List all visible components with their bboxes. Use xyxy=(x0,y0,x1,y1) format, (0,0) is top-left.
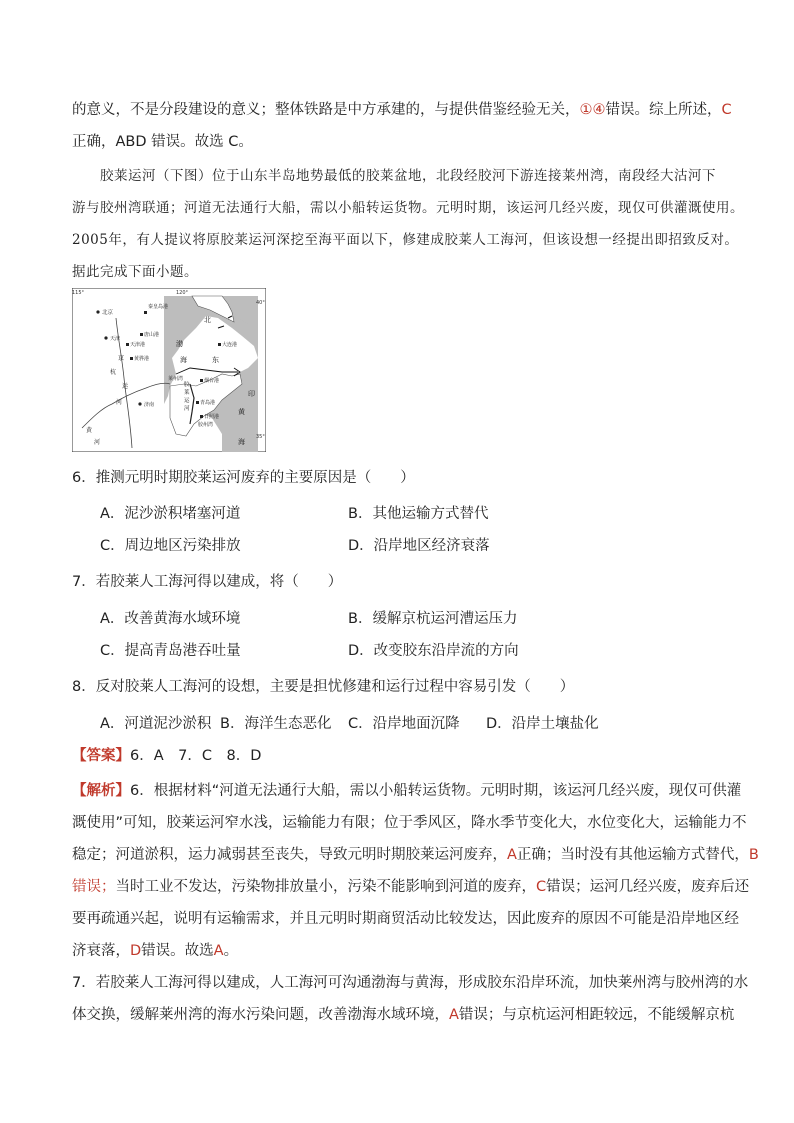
canal-char-4: 河 xyxy=(116,399,123,406)
jiaolai-char-2: 莱 xyxy=(184,390,190,396)
analysis-line-3 xyxy=(72,845,759,865)
prev-analysis-line-1 xyxy=(72,100,732,120)
analysis-line-6 xyxy=(72,941,238,961)
analysis-8-mark-a: A xyxy=(449,1007,459,1023)
analysis-text-8a: 体交换，缓解莱州湾的海水污染问题，改善渤海水域环境， xyxy=(72,1007,449,1023)
analysis-line-8 xyxy=(72,1005,734,1025)
answer-text: 6．A 7．C 8．D xyxy=(130,748,262,764)
port-marker-dalian xyxy=(218,343,221,346)
q6-option-b[interactable]: B．其他运输方式替代 xyxy=(348,506,489,522)
canal-char-1: 京 xyxy=(118,355,125,362)
answer-line xyxy=(72,746,261,766)
port-marker-qinhuangdao xyxy=(144,311,147,314)
city-dot-tianjin xyxy=(104,336,107,339)
place-tianjin: 天津 xyxy=(110,336,121,342)
q6-option-c[interactable]: C．周边地区污染排放 xyxy=(100,538,241,554)
prev-text-a: 的意义，不是分段建设的意义；整体铁路是中方承建的，与提供借鉴经验无关， xyxy=(72,102,580,118)
water-bei: 北 xyxy=(204,316,211,324)
q8-option-a[interactable]: A．河道泥沙淤积 xyxy=(100,716,212,732)
question-6-stem: 6．推测元明时期胶莱运河废弃的主要原因是（ ） xyxy=(72,470,415,486)
jiaolai-char-3: 运 xyxy=(184,398,190,404)
q7-option-a[interactable]: A．改善黄海水域环境 xyxy=(100,611,241,627)
place-jiaozhouwan: 胶州湾 xyxy=(198,422,214,428)
q7-option-b[interactable]: B．缓解京杭运河漕运压力 xyxy=(348,611,518,627)
place-tianjin-port: 天津港 xyxy=(130,342,146,348)
place-rizhao: 日照港 xyxy=(204,414,220,420)
analysis-4-mark-c: C xyxy=(536,879,547,895)
analysis-6-mark-d: D xyxy=(130,943,142,959)
q6-option-a[interactable]: A．泥沙淤积堵塞河道 xyxy=(100,506,241,522)
material-line-3: 2005年，有人提议将原胶莱运河深挖至海平面以下，修建成胶莱人工海河，但该设想一经提出即招致反对。 xyxy=(72,232,739,248)
q7-option-c[interactable]: C．提高青岛港吞吐量 xyxy=(100,643,241,659)
analysis-4-mark: 错误； xyxy=(72,879,116,895)
analysis-text-8b: 错误；与京杭运河相距较远，不能缓解京杭 xyxy=(458,1007,735,1023)
jiaolai-char-4: 河 xyxy=(184,406,190,412)
city-dot-beijing xyxy=(96,310,99,313)
lon-115-label: 115° xyxy=(72,290,85,296)
analysis-line-2: 溉使用”可知，胶莱运河窄水浅，运输能力有限；位于季风区，降水季节变化大，水位变化大，运输能力不 xyxy=(72,815,747,831)
analysis-line-5: 要再疏通兴起，说明有运输需求，并且元明时期商贸活动比较发达，因此废弃的原因不可能是沿岸地区经 xyxy=(72,911,739,927)
q8-option-b[interactable]: B．海洋生态恶化 xyxy=(220,716,332,732)
analysis-text-3: 稳定；河道淤积，运力减弱甚至丧失，导致元明时期胶莱运河废弃， xyxy=(72,847,507,863)
analysis-text-4: 当时工业不发达，污染物排放量小，污染不能影响到河道的废弃， xyxy=(115,879,536,895)
analysis-text-1: 6．根据材料“河道无法通行大船，需以小船转运货物。元明时期，该运河几经兴废，现仅可供灌 xyxy=(130,783,742,799)
lon-120-label: 120° xyxy=(176,290,189,296)
question-7-stem: 7．若胶莱人工海河得以建成，将（ ） xyxy=(72,574,343,590)
place-qingdao: 青岛港 xyxy=(200,400,216,406)
river-char-1: 黄 xyxy=(86,427,93,434)
port-marker-rizhao xyxy=(200,415,203,418)
prev-text-c: C xyxy=(721,102,732,118)
analysis-text-3b: 正确；当时没有其他运输方式替代， xyxy=(516,847,749,863)
water-dong: 东 xyxy=(212,356,219,364)
place-qinhuangdao: 秦皇岛港 xyxy=(148,304,169,310)
analysis-line-1 xyxy=(72,781,741,801)
analysis-line-4 xyxy=(72,877,749,897)
question-8-stem: 8．反对胶莱人工海河的设想，主要是担忧修建和运行过程中容易引发（ ） xyxy=(72,679,575,695)
water-yin: 印 xyxy=(248,390,255,398)
water-huang: 黄 xyxy=(238,408,245,416)
river-char-2: 河 xyxy=(94,439,101,446)
city-dot-jinan xyxy=(138,402,141,405)
place-laizhouwan: 莱州湾 xyxy=(168,376,184,382)
water-hai: 海 xyxy=(180,356,187,364)
prev-analysis-line-2: 正确，ABD 错误。故选 C。 xyxy=(72,134,253,150)
material-line-2: 游与胶州湾联通；河道无法通行大船，需以小船转运货物。元明时期，该运河几经兴废，现仅可供灌溉使用。 xyxy=(72,200,744,216)
analysis-6-mark-a: A xyxy=(213,943,224,959)
answer-label: 【答案】 xyxy=(72,748,130,764)
analysis-3-mark-a: A xyxy=(507,847,517,863)
analysis-text-6c: 。 xyxy=(223,943,239,959)
q7-option-d[interactable]: D．改变胶东沿岸流的方向 xyxy=(348,643,519,659)
jiaolai-char-1: 胶 xyxy=(184,382,190,388)
prev-text-b: 错误。综上所述， xyxy=(605,102,722,118)
material-line-1: 胶莱运河（下图）位于山东半岛地势最低的胶莱盆地，北段经胶河下游连接莱州湾，南段经大沽河下 xyxy=(100,168,716,184)
water-bo: 渤 xyxy=(176,340,183,348)
analysis-text-4b: 错误；运河几经兴废，废弃后还 xyxy=(546,879,750,895)
lat-35-label: 35° xyxy=(256,434,265,440)
analysis-text-6b: 错误。故选 xyxy=(141,943,214,959)
q8-option-c[interactable]: C．沿岸地面沉降 xyxy=(348,716,460,732)
jiaolai-canal-map xyxy=(72,288,266,452)
analysis-label: 【解析】 xyxy=(72,783,130,799)
water-hai2: 海 xyxy=(238,438,245,446)
port-marker-tianjin xyxy=(126,343,129,346)
place-jinan: 济南 xyxy=(144,402,155,408)
analysis-3-mark-b: B xyxy=(748,847,759,863)
analysis-line-7: 7．若胶莱人工海河得以建成，人工海河可沟通渤海与黄海，形成胶东沿岸环流，加快莱州湾与胶州湾的水 xyxy=(72,975,749,991)
lat-40-label: 40° xyxy=(256,300,265,306)
q6-option-d[interactable]: D．沿岸地区经济衰落 xyxy=(348,538,490,554)
place-huanghua: 黄骅港 xyxy=(134,356,150,362)
port-marker-yantai xyxy=(200,379,203,382)
place-beijing: 北京 xyxy=(102,310,114,316)
place-yantai: 烟台港 xyxy=(204,378,220,384)
place-dalian: 大连港 xyxy=(222,342,238,348)
analysis-text-6a: 济衰落， xyxy=(72,943,130,959)
port-marker-huanghua xyxy=(130,357,133,360)
prev-marks: ①④ xyxy=(579,102,606,118)
q8-option-d[interactable]: D．沿岸土壤盐化 xyxy=(486,716,599,732)
canal-char-3: 运 xyxy=(122,383,129,390)
port-marker-tangshan xyxy=(140,333,143,336)
place-tangshan: 唐山港 xyxy=(144,332,160,338)
port-marker-qingdao xyxy=(196,401,199,404)
canal-char-2: 杭 xyxy=(110,369,117,376)
material-line-4: 据此完成下面小题。 xyxy=(72,264,198,280)
